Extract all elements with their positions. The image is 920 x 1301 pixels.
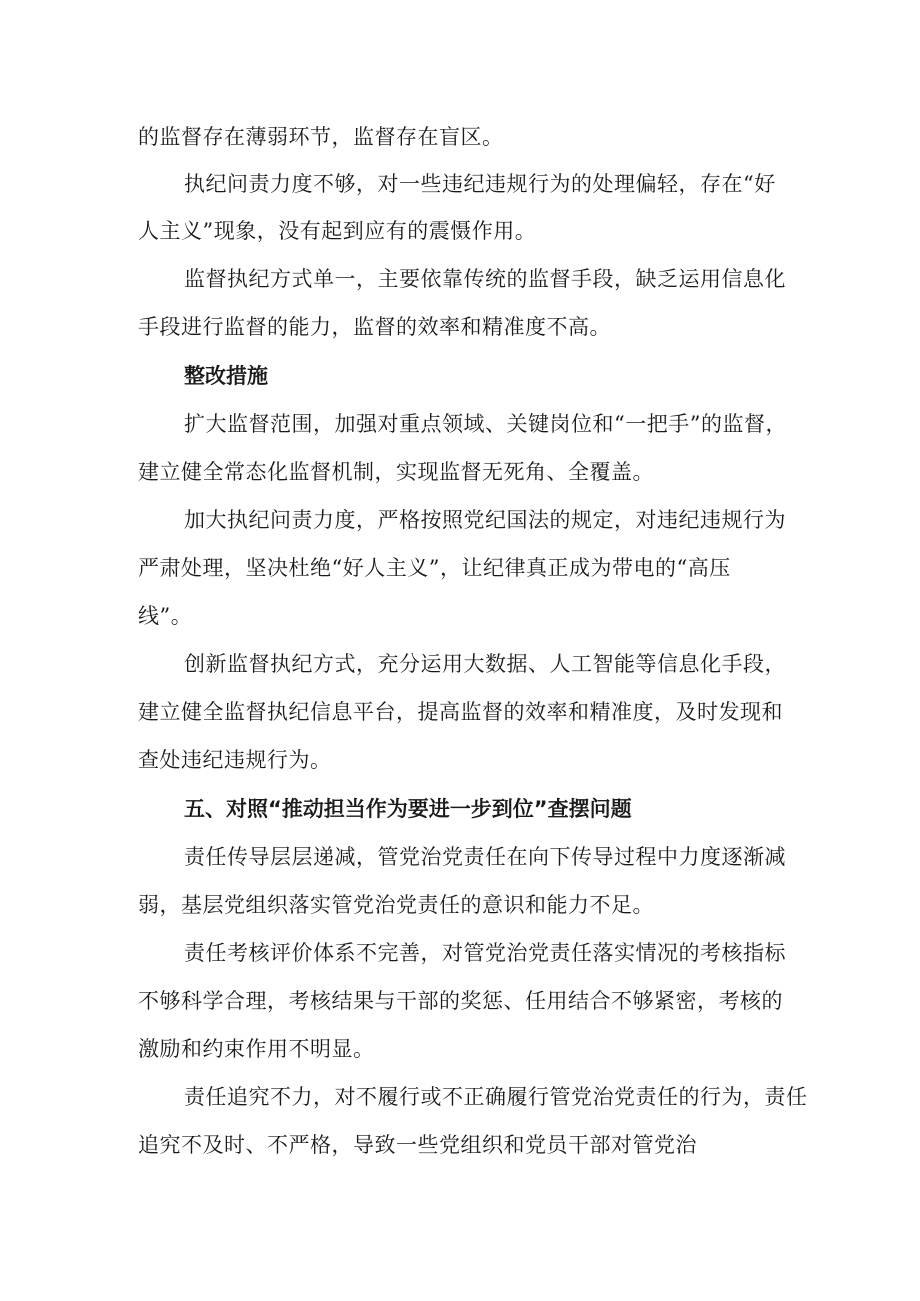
paragraph-first-line: 责任传导层层递减，管党治党责任在向下传导过程中力度逐渐减	[184, 845, 786, 869]
section-heading: 整改措施	[184, 364, 268, 388]
paragraph-first-line: 责任考核评价体系不完善，对管党治党责任落实情况的考核指标	[184, 941, 786, 965]
text-line: 线”。	[138, 604, 193, 628]
text-line: 追究不及时、不严格，导致一些党组织和党员干部对管党治	[138, 1133, 697, 1157]
paragraph-first-line: 监督执纪方式单一，主要依靠传统的监督手段，缺乏运用信息化	[184, 267, 786, 291]
text-line: 不够科学合理，考核结果与干部的奖惩、任用结合不够紧密，考核的	[138, 989, 783, 1013]
paragraph-first-line: 扩大监督范围，加强对重点领域、关键岗位和“一把手”的监督，	[184, 412, 787, 436]
text-line: 的监督存在薄弱环节，监督存在盲区。	[138, 125, 504, 149]
text-line: 查处违纪违规行为。	[138, 748, 332, 772]
text-line: 激励和约束作用不明显。	[138, 1037, 375, 1061]
paragraph-first-line: 创新监督执纪方式，充分运用大数据、人工智能等信息化手段，	[184, 652, 786, 676]
paragraph-first-line: 加大执纪问责力度，严格按照党纪国法的规定，对违纪违规行为	[184, 508, 786, 532]
section-heading: 五、对照“推动担当作为要进一步到位”查摆问题	[184, 797, 632, 821]
text-line: 弱，基层党组织落实管党治党责任的意识和能力不足。	[138, 893, 654, 917]
text-line: 建立健全常态化监督机制，实现监督无死角、全覆盖。	[138, 460, 654, 484]
text-line: 人主义”现象，没有起到应有的震慑作用。	[138, 219, 537, 243]
paragraph-first-line: 执纪问责力度不够，对一些违纪违规行为的处理偏轻，存在“好	[184, 172, 776, 196]
text-line: 建立健全监督执纪信息平台，提高监督的效率和精准度，及时发现和	[138, 700, 783, 724]
text-line: 手段进行监督的能力，监督的效率和精准度不高。	[138, 315, 611, 339]
text-line: 严肃处理，坚决杜绝“好人主义”，让纪律真正成为带电的“高压	[138, 556, 731, 580]
paragraph-first-line: 责任追究不力，对不履行或不正确履行管党治党责任的行为，责任	[184, 1085, 808, 1109]
